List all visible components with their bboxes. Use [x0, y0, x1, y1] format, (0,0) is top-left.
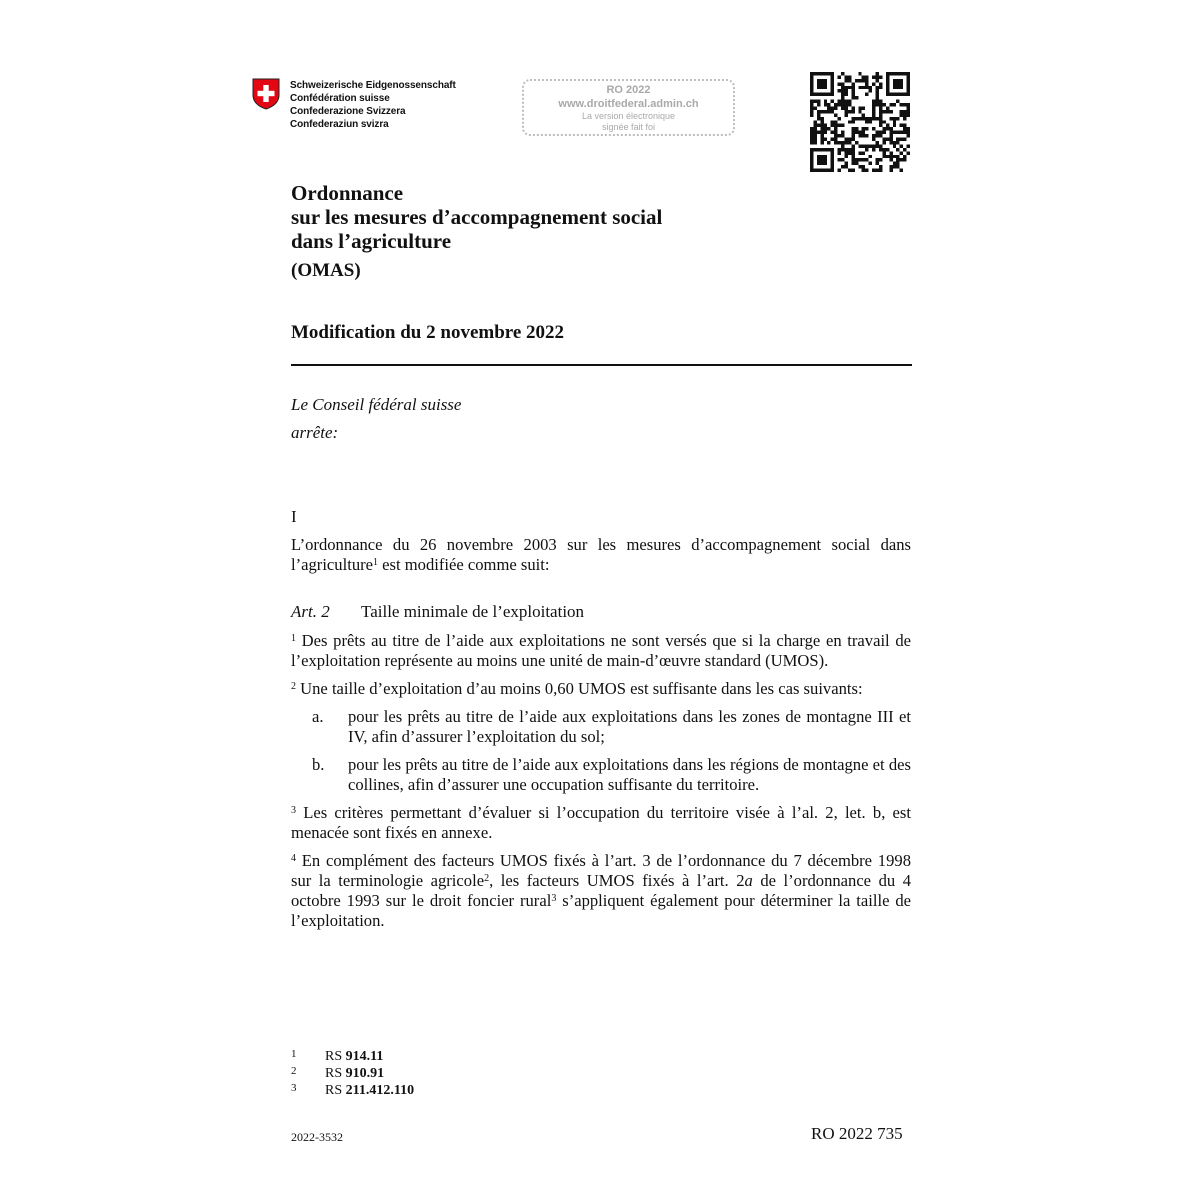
document-number: 2022-3532: [291, 1130, 343, 1144]
article-heading: [291, 602, 584, 622]
section-number: I: [291, 507, 297, 526]
paragraph-4-text-2: , les facteurs UMOS fixés à l’art. 2: [489, 871, 745, 890]
article-number: Art. 2: [291, 602, 330, 621]
stamp-note-1: La version électronique: [581, 111, 676, 121]
issuing-authority: Le Conseil fédéral suisse: [291, 395, 462, 414]
title-abbreviation: (OMAS): [291, 260, 361, 281]
stamp-url: www.droitfederal.admin.ch: [558, 98, 699, 110]
list-item-b-label: b.: [312, 755, 325, 774]
paragraph-4-text-1: En complément des facteurs UMOS fixés à l’art. 3 de l’ordonnance du 7 décembre 1998 sur la terminologie agricole: [291, 851, 911, 890]
title-line-2: sur les mesures d’accompagnement social: [291, 205, 663, 229]
footnote-3-prefix: RS: [325, 1083, 346, 1098]
paragraph-2-text: Une taille d’exploitation d’au moins 0,60 UMOS est suffisante dans les cas suivants:: [296, 679, 863, 698]
stamp-ro: RO 2022: [606, 84, 651, 96]
paragraph-2: [291, 679, 911, 699]
article-title: Taille minimale de l’exploitation: [361, 602, 585, 621]
paragraph-2-number: 2: [291, 681, 296, 692]
list-item-a-text: pour les prêts au titre de l’aide aux exploitations dans les zones de montagne III et IV, afin d’assurer l’exploitation du sol;: [348, 707, 911, 746]
confederation-name-fr: Confédération suisse: [290, 93, 390, 104]
confederation-names: [290, 79, 456, 131]
paragraph-4: [291, 851, 911, 931]
paragraph-4-text-3: de l’ordonnance du 4 octobre 1993 sur le droit foncier rural: [291, 871, 911, 910]
paragraph-4-text-2-italic: a: [744, 871, 753, 890]
title-line-3: dans l’agriculture: [291, 229, 452, 253]
stamp-note-2: signée fait foi: [601, 122, 656, 132]
qr-code-icon: [810, 72, 910, 172]
title-line-1: Ordonnance: [291, 181, 404, 205]
confederation-name-it: Confederazione Svizzera: [290, 106, 406, 117]
footnote-1-prefix: RS: [325, 1049, 346, 1064]
title-divider: [291, 364, 912, 366]
modification-date: Modification du 2 novembre 2022: [291, 322, 565, 343]
list-item-b-text: pour les prêts au titre de l’aide aux exploitations dans les régions de montagne et des collines, afin d’assurer une occupation suffisante du territoire.: [348, 755, 911, 794]
paragraph-1-number: 1: [291, 633, 296, 644]
official-compilation-reference: RO 2022 735: [811, 1124, 903, 1143]
swiss-coat-of-arms-icon: [252, 78, 280, 110]
footnote-ref-1: 1: [373, 557, 379, 568]
footnote-ref-3: 3: [551, 893, 557, 904]
decree-word: arrête:: [291, 423, 339, 442]
section-text: [291, 535, 911, 575]
confederation-name-de: Schweizerische Eidgenossenschaft: [290, 80, 456, 91]
footnote-3-ref: 211.412.110: [345, 1083, 415, 1098]
section-text-before: L’ordonnance du 26 novembre 2003 sur les mesures d’accompagnement social dans l’agriculture: [291, 535, 911, 574]
paragraph-3-text: Les critères permettant d’évaluer si l’occupation du territoire visée à l’al. 2, let. b, est menacée sont fixés en annexe.: [291, 803, 911, 842]
electronic-signature-stamp: [522, 79, 735, 136]
footnote-2-number: 2: [291, 1065, 297, 1077]
footnote-ref-2: 2: [484, 873, 490, 884]
footnote-1-ref: 914.11: [345, 1049, 384, 1064]
paragraph-4-number: 4: [291, 853, 296, 864]
paragraph-1-text: Des prêts au titre de l’aide aux exploitations ne sont versés que si la charge en travail de l’exploitation représente au moins une unité de main-d’œuvre standard (UMOS).: [291, 631, 911, 670]
paragraph-1: [291, 631, 911, 671]
confederation-name-rm: Confederaziun svizra: [290, 119, 389, 130]
footnote-1-number: 1: [291, 1048, 297, 1060]
footnote-2-prefix: RS: [325, 1066, 346, 1081]
section-text-after: est modifiée comme suit:: [378, 555, 550, 574]
paragraph-4-text-4: s’appliquent également pour déterminer la taille de l’exploitation.: [291, 891, 912, 930]
document-title: [291, 181, 662, 253]
footnote-3: [291, 1080, 414, 1099]
footnote-2-ref: 910.91: [345, 1066, 385, 1081]
footnote-3-number: 3: [291, 1082, 297, 1094]
list-item-a-label: a.: [312, 707, 324, 726]
paragraph-3: [291, 803, 911, 843]
paragraph-3-number: 3: [291, 805, 296, 816]
